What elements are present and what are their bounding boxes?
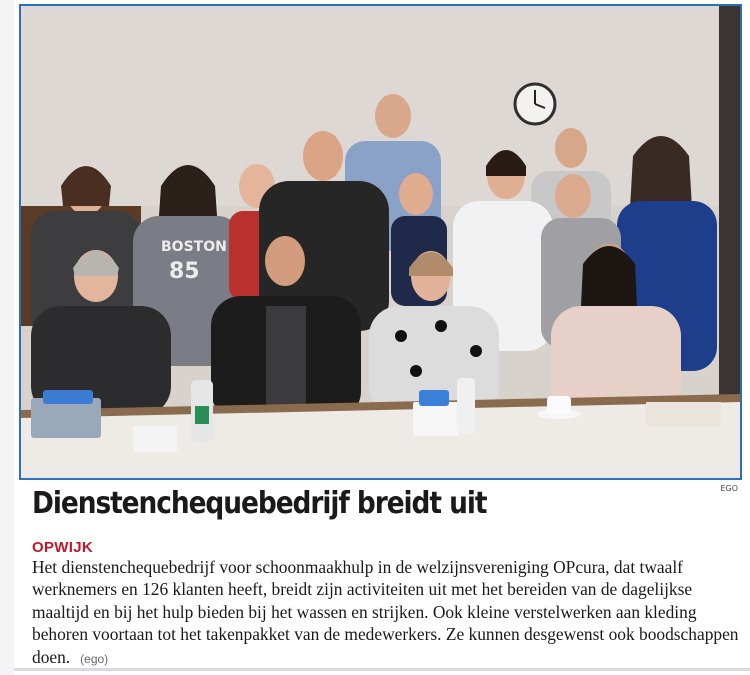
svg-text:85: 85: [169, 259, 200, 284]
article-photo: [19, 4, 742, 480]
wall-clock-icon: [515, 84, 555, 124]
page-edge: [0, 0, 14, 675]
group-photo-illustration: [21, 6, 740, 478]
article-headline: Dienstenchequebedrijf breidt uit: [32, 486, 487, 521]
divider: [14, 668, 750, 671]
svg-text:BOSTON: BOSTON: [161, 239, 227, 255]
article-body-text: Het dienstenchequebedrijf voor schoonmaakhulp in de welzijnsvereniging OPcura, dat twaalf werknemers en 126 klanten heeft, breidt zijn activiteiten uit met het bereiden van de dagelijkse maaltijd en bij het hulp bieden bij het wassen en strijken. Ook kleine verstelwerken aan kleding behoren voortaan tot het takenpakket van de medewerkers. Ze kunnen desgewenst ook boodschappen doen.: [32, 557, 739, 667]
article-location: OPWIJK: [32, 539, 93, 556]
article-body: [32, 556, 747, 670]
article-signature: (ego): [80, 651, 109, 666]
photo-credit: EGO: [720, 484, 738, 493]
